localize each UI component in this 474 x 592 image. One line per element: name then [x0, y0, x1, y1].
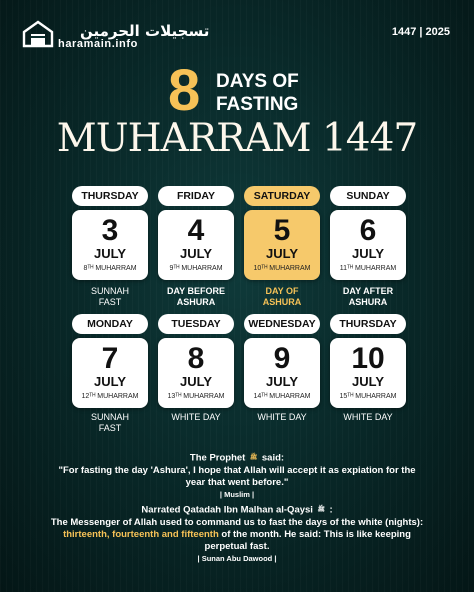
fasting-count: 8: [168, 58, 201, 123]
date-card: [72, 210, 148, 280]
hadith-heading: [50, 504, 424, 517]
weekday-pill: MONDAY: [72, 314, 148, 334]
hijri-date: 13ᵀᴴ MUHARRAM: [167, 393, 225, 400]
hijri-date: 10ᵀᴴ MUHARRAM: [253, 265, 311, 272]
date-month: JULY: [179, 246, 213, 261]
radiallahu-honorific-icon: ﷺ: [317, 507, 325, 513]
headline-line2: FASTING: [216, 94, 299, 115]
date-day: 6: [359, 214, 377, 247]
day-note: [237, 412, 327, 423]
hadith-ashura: [50, 452, 424, 501]
weekday-pill: WEDNESDAY: [244, 314, 320, 334]
date-card: [244, 338, 320, 408]
day-note-line: DAY OF: [265, 286, 299, 296]
date-month: JULY: [351, 246, 385, 261]
hadith-narrator: Narrated Qatadah Ibn Malhan al-Qaysi: [141, 504, 313, 516]
hadith-text-highlight: thirteenth, fourteenth and fifteenth: [63, 528, 219, 540]
date-day: 5: [273, 214, 291, 247]
date-day: 3: [101, 214, 119, 247]
day-note-line: SUNNAH: [90, 412, 129, 422]
day-note-line: FAST: [98, 423, 122, 433]
hijri-date: 8ᵀᴴ MUHARRAM: [83, 265, 137, 272]
hadith-heading: [50, 452, 424, 465]
date-month: JULY: [93, 246, 127, 261]
day-note-line: DAY BEFORE: [166, 286, 226, 296]
weekday-pill: FRIDAY: [158, 186, 234, 206]
hadith-text-part: The Messenger of Allah used to command us to fast the days of the white (nights):: [50, 516, 424, 528]
weekday-pill: SUNDAY: [330, 186, 406, 206]
day-note-line: WHITE DAY: [257, 412, 307, 422]
page-title: MUHARRAM 1447: [56, 116, 418, 161]
day-note-line: DAY AFTER: [342, 286, 394, 296]
hijri-date: 9ᵀᴴ MUHARRAM: [169, 265, 223, 272]
day-note-line: ASHURA: [176, 297, 216, 307]
hadith-colon: :: [329, 504, 333, 516]
day-note: [323, 412, 413, 423]
date-card: [158, 210, 234, 280]
day-note-ashura: [237, 286, 327, 308]
day-note-line: FAST: [98, 297, 122, 307]
brand-arabic-name: تسجيلات الحرمين: [80, 22, 210, 40]
weekday-pill: TUESDAY: [158, 314, 234, 334]
hijri-date: 15ᵀᴴ MUHARRAM: [339, 393, 397, 400]
hijri-date: 11ᵀᴴ MUHARRAM: [339, 265, 397, 272]
headline-line1: DAYS OF: [216, 71, 299, 92]
weekday-pill: THURSDAY: [72, 186, 148, 206]
hadith-text: "For fasting the day 'Ashura', I hope that Allah will accept it as expiation for the year that went before.": [58, 464, 416, 488]
hadith-source: | Sunan Abu Dawood |: [197, 553, 277, 563]
brand-logo: [22, 18, 210, 52]
hijri-date: 14ᵀᴴ MUHARRAM: [253, 393, 311, 400]
date-month: JULY: [179, 374, 213, 389]
date-month: JULY: [351, 374, 385, 389]
brand-domain: haramain.info: [58, 38, 138, 50]
day-note-line: WHITE DAY: [343, 412, 393, 422]
day-note: [151, 286, 241, 308]
date-card: [330, 338, 406, 408]
hadith-lead: The Prophet: [189, 452, 246, 464]
day-note-line: WHITE DAY: [171, 412, 221, 422]
weekday-pill: THURSDAY: [330, 314, 406, 334]
day-note-line: ASHURA: [348, 297, 388, 307]
hadith-white-days: [50, 504, 424, 565]
year-tag: 1447 | 2025: [391, 26, 450, 38]
day-note: [65, 412, 155, 434]
day-note-line: ASHURA: [262, 297, 302, 307]
day-note-line: SUNNAH: [90, 286, 129, 296]
date-month: JULY: [265, 374, 299, 389]
date-month: JULY: [265, 246, 299, 261]
date-card-ashura: [244, 210, 320, 280]
date-card: [72, 338, 148, 408]
hadith-source: | Muslim |: [219, 489, 255, 499]
date-day: 7: [101, 342, 119, 375]
hadith-said: said:: [261, 452, 285, 464]
hadith-text: [50, 517, 424, 553]
headline-days-of-fasting: [216, 70, 299, 116]
date-day: 10: [351, 342, 385, 375]
date-day: 9: [273, 342, 291, 375]
date-card: [330, 210, 406, 280]
date-month: JULY: [93, 374, 127, 389]
date-day: 8: [187, 342, 205, 375]
kaaba-logo-icon: [22, 18, 54, 48]
date-card: [158, 338, 234, 408]
weekday-pill: SATURDAY: [244, 186, 320, 206]
day-note: [151, 412, 241, 423]
hadith-text-part: of the month. He said: This is like keeping perpetual fast.: [204, 528, 411, 552]
date-day: 4: [187, 214, 205, 247]
day-note: [323, 286, 413, 308]
day-note: [65, 286, 155, 308]
salawat-honorific-icon: ﷺ: [249, 455, 258, 461]
hijri-date: 12ᵀᴴ MUHARRAM: [81, 393, 139, 400]
